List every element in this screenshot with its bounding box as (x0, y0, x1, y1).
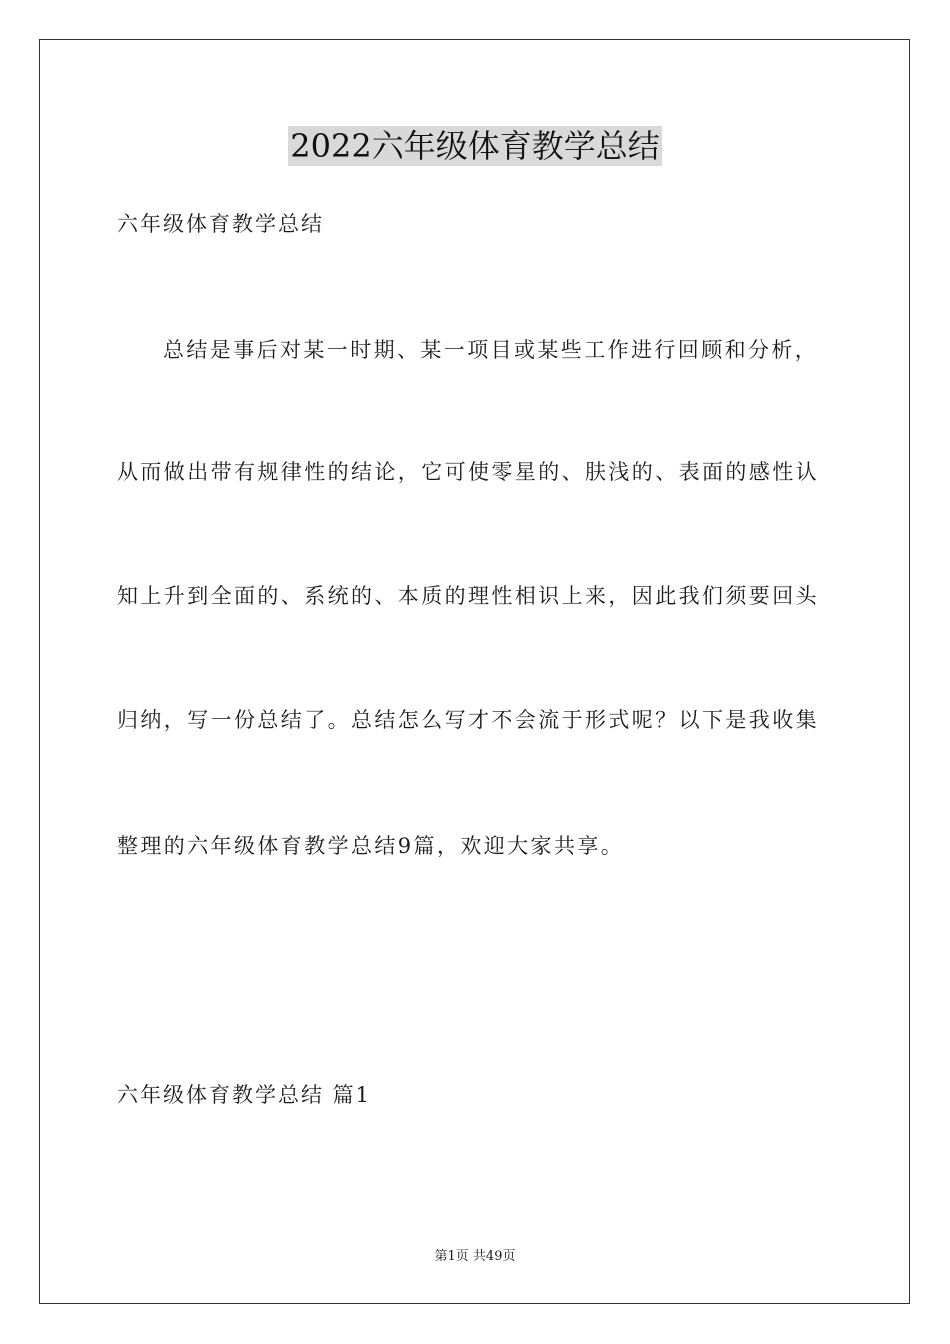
paragraph-line-5: 整理的六年级体育教学总结9篇，欢迎大家共享。 (117, 834, 625, 858)
paragraph-line-3: 知上升到全面的、系统的、本质的理性相识上来，因此我们须要回头 (117, 584, 819, 608)
document-title: 2022六年级体育教学总结 (290, 127, 660, 165)
paragraph-line-2: 从而做出带有规律性的结论，它可使零星的、肤浅的、表面的感性认 (117, 460, 819, 484)
paragraph-line-4: 归纳，写一份总结了。总结怎么写才不会流于形式呢？以下是我收集 (117, 708, 819, 732)
section-heading: 六年级体育教学总结 篇1 (117, 1083, 372, 1107)
page-footer: 第1页 共49页 (434, 1249, 516, 1264)
paragraph-line-1: 总结是事后对某一时期、某一项目或某些工作进行回顾和分析， (163, 338, 819, 362)
document-subtitle: 六年级体育教学总结 (117, 212, 324, 236)
title-container (0, 126, 950, 166)
